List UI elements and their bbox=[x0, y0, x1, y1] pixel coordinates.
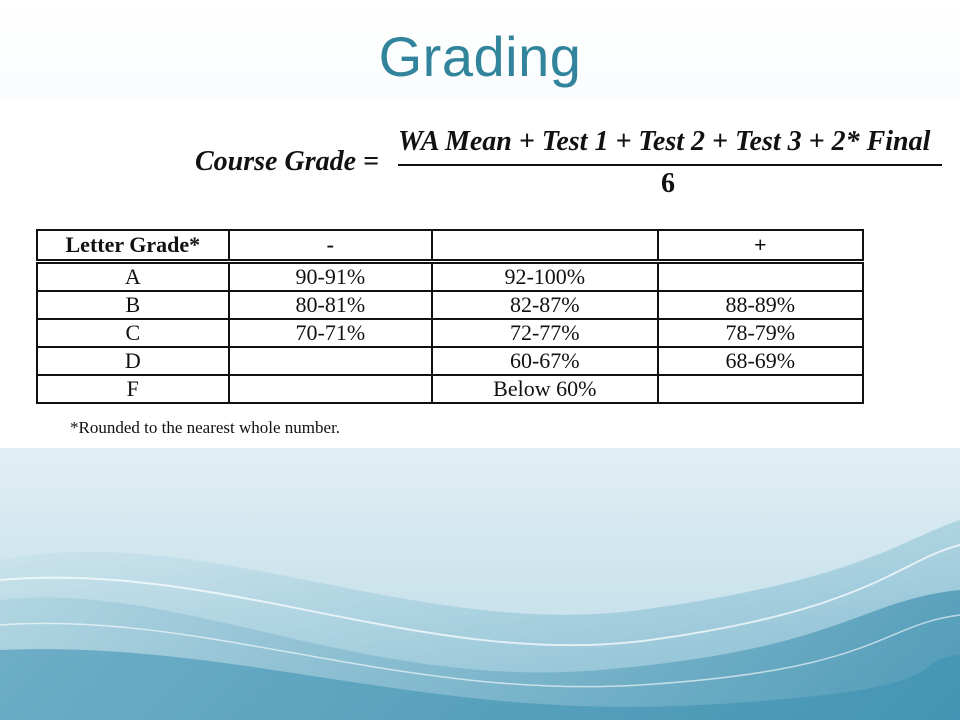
table-cell: 88-89% bbox=[658, 291, 863, 319]
table-cell: 70-71% bbox=[229, 319, 432, 347]
table-cell: 92-100% bbox=[432, 262, 657, 292]
header-cell: Letter Grade* bbox=[37, 230, 229, 262]
table-cell: 82-87% bbox=[432, 291, 657, 319]
header-cell: - bbox=[229, 230, 432, 262]
grade-table bbox=[36, 229, 864, 404]
table-cell: D bbox=[37, 347, 229, 375]
table-row bbox=[37, 291, 863, 319]
table-cell bbox=[658, 262, 863, 292]
slide-title: Grading bbox=[378, 25, 582, 88]
table-row bbox=[37, 319, 863, 347]
table-row bbox=[37, 375, 863, 403]
table-row bbox=[37, 262, 863, 292]
formula-lhs: Course Grade = bbox=[195, 146, 379, 177]
table-cell bbox=[658, 375, 863, 403]
table-footnote: *Rounded to the nearest whole number. bbox=[70, 418, 341, 437]
table-cell: A bbox=[37, 262, 229, 292]
formula-denominator: 6 bbox=[661, 168, 675, 199]
table-cell: 60-67% bbox=[432, 347, 657, 375]
table-cell: 68-69% bbox=[658, 347, 863, 375]
course-grade-formula bbox=[195, 122, 955, 202]
fraction-bar bbox=[398, 164, 942, 166]
table-row bbox=[37, 347, 863, 375]
table-cell bbox=[229, 375, 432, 403]
header-cell bbox=[432, 230, 657, 262]
table-cell: B bbox=[37, 291, 229, 319]
table-header-row bbox=[37, 230, 863, 262]
table-cell: 90-91% bbox=[229, 262, 432, 292]
table-cell: C bbox=[37, 319, 229, 347]
table-cell: F bbox=[37, 375, 229, 403]
table-cell: 72-77% bbox=[432, 319, 657, 347]
formula-numerator: WA Mean + Test 1 + Test 2 + Test 3 + 2* Final bbox=[398, 126, 931, 157]
table-cell: Below 60% bbox=[432, 375, 657, 403]
table-cell: 80-81% bbox=[229, 291, 432, 319]
table-cell bbox=[229, 347, 432, 375]
table-cell: 78-79% bbox=[658, 319, 863, 347]
header-cell: + bbox=[658, 230, 863, 262]
